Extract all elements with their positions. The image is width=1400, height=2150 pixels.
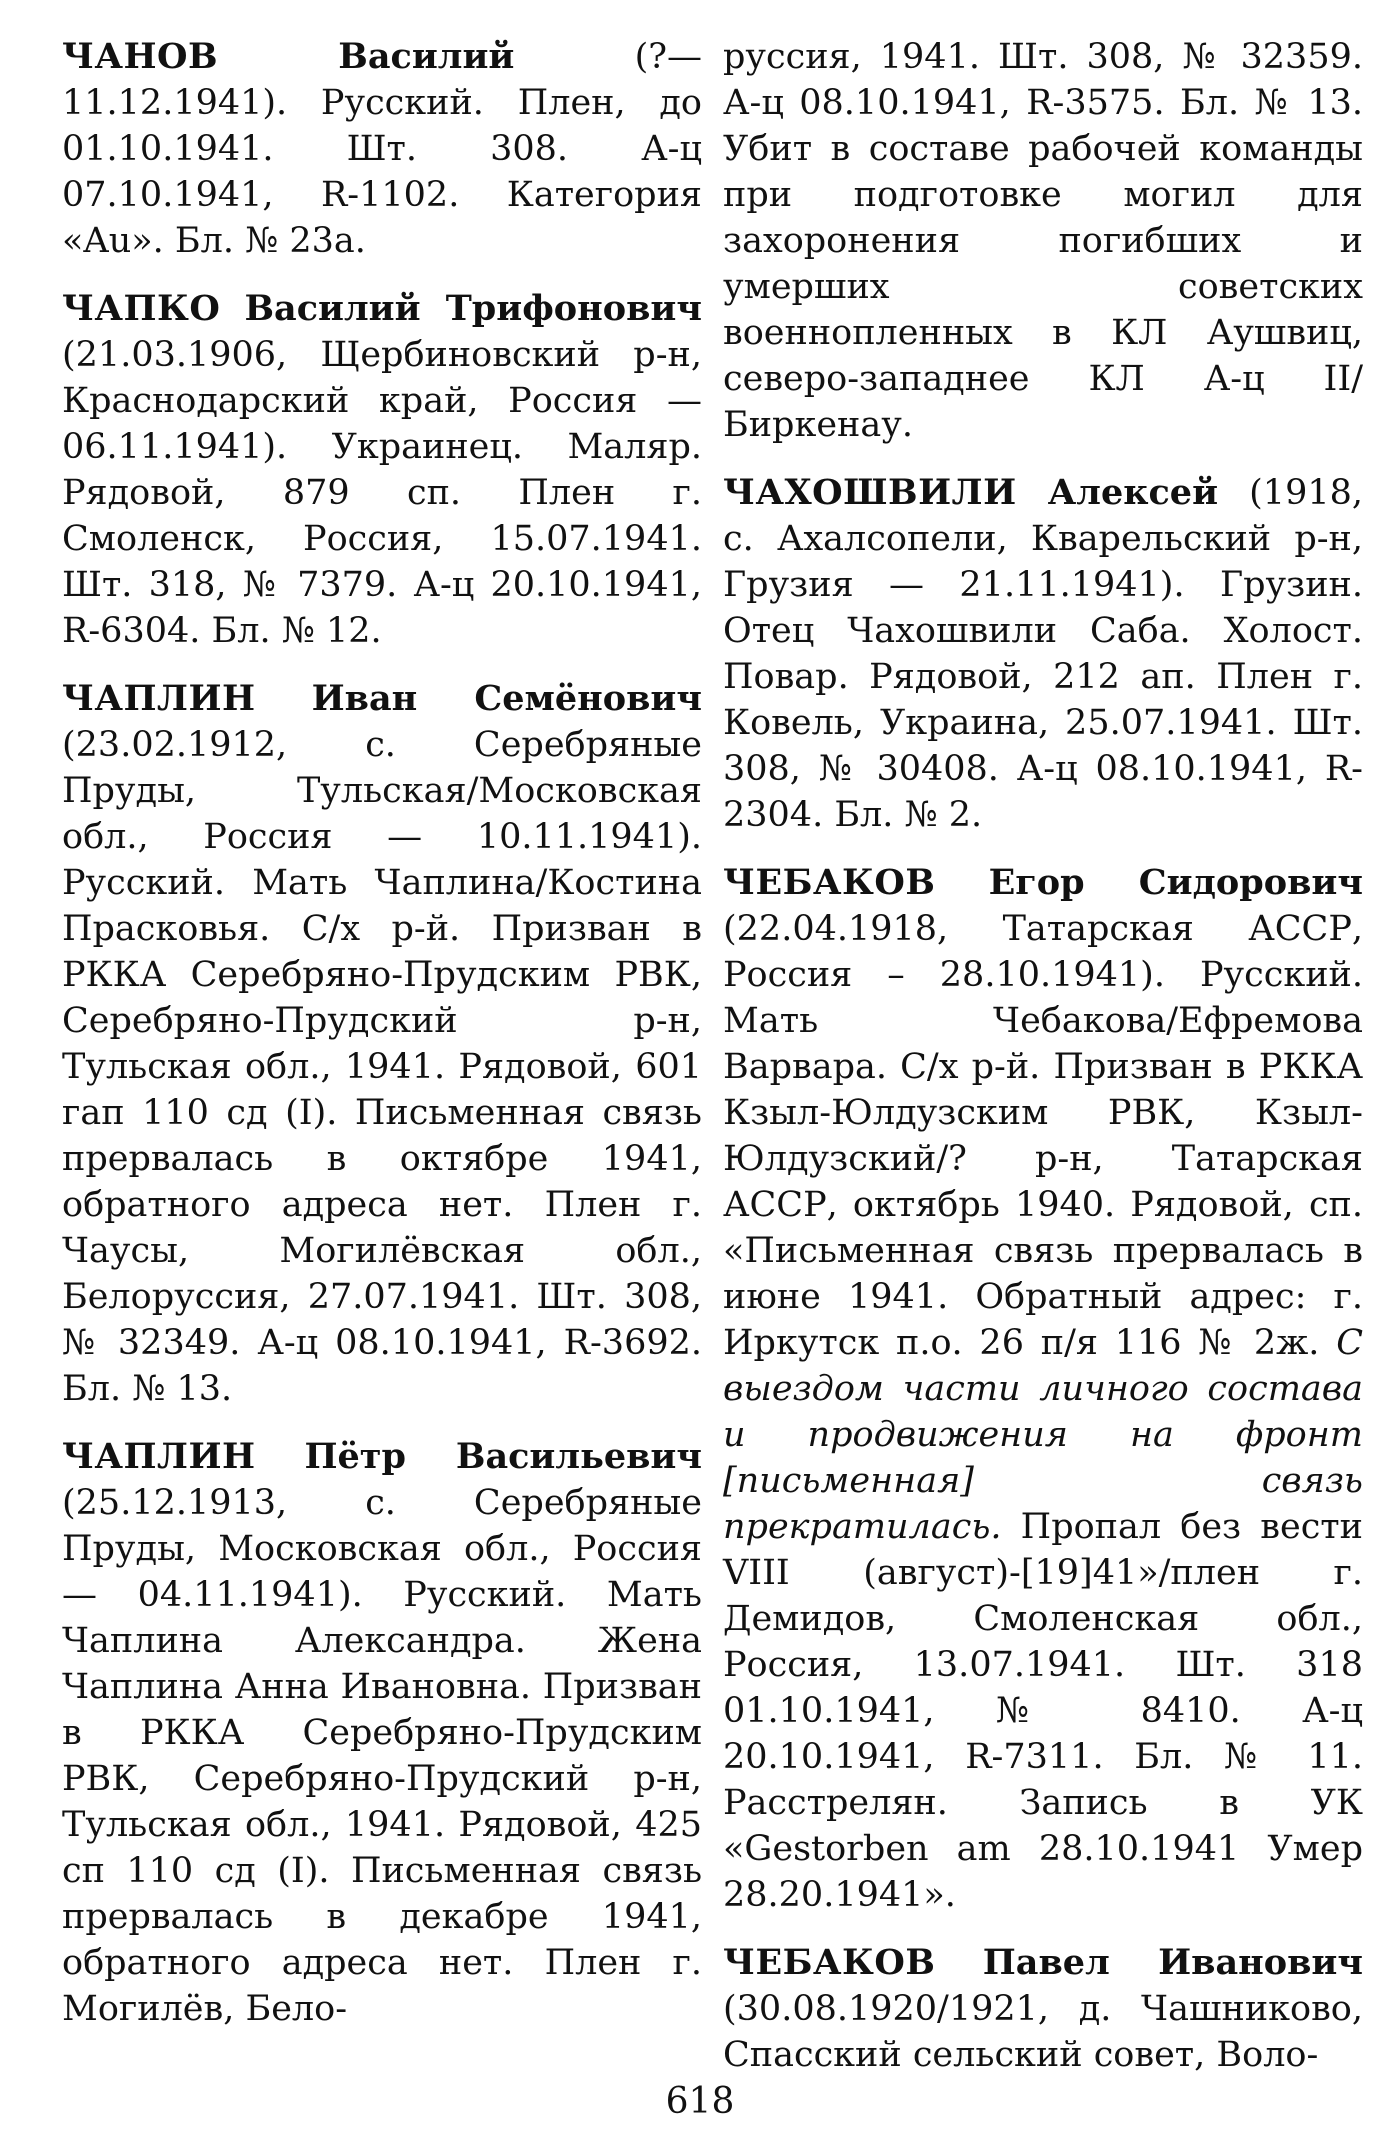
entry-chanov-vasily xyxy=(62,34,702,264)
entry-chebakov-egor xyxy=(723,860,1363,1918)
entry-chaplin-ivan xyxy=(62,676,702,1412)
left-column xyxy=(62,34,702,2054)
entry-given-name: Пётр Васильевич xyxy=(304,1436,702,1477)
entry-given-name: Егор Сидорович xyxy=(988,862,1363,903)
right-column xyxy=(723,34,1363,2100)
entry-given-name: Василий xyxy=(338,36,515,77)
entry-surname: ЧАПКО xyxy=(62,288,221,329)
entry-text: (23.02.1912, с. Серебряные Пруды, Тульская/Московская обл., Россия — 10.11.1941). Русский. Мать Чаплина/Костина Прасковья. С/х р-й. Призван в РККА Серебряно-Прудским РВК, Серебряно-Прудский р-н, Тульская обл., 1941. Рядовой, 601 гап 110 сд (I). Письменная связь прервалась в октябре 1941, обратного адреса нет. Плен г. Чаусы, Могилёвская обл., Белоруссия, 27.07.1941. Шт. 308, № 32349. А-ц 08.10.1941, R-3692. Бл. № 13. xyxy=(62,725,702,1409)
entry-surname: ЧАПЛИН xyxy=(62,678,256,719)
entry-chakhoshvili-aleksey xyxy=(723,470,1363,838)
entry-surname: ЧЕБАКОВ xyxy=(723,862,936,903)
entry-text: (?—11.12.1941). Русский. Плен, до 01.10.1941. Шт. 308. А-ц 07.10.1941, R-1102. Категория «Au». Бл. № 23а. xyxy=(62,37,702,261)
entry-continuation: руссия, 1941. Шт. 308, № 32359. А-ц 08.10.1941, R-3575. Бл. № 13. Убит в составе рабочей команды при подготовке могил для захоронения погибших и умерших советских военнопленных в КЛ Аушвиц, северо-западнее КЛ А-ц II/Биркенау. xyxy=(723,37,1363,445)
entry-chaplin-petr xyxy=(62,1434,702,2032)
entry-text: (22.04.1918, Татарская АССР, Россия – 28.10.1941). Русский. Мать Чебакова/Ефремова Варвара. С/х р-й. Призван в РККА Кзыл-Юлдузским РВК, Кзыл-Юлдузский/? р-н, Татарская АССР, октябрь 1940. Рядовой, сп. «Письменная связь прервалась в июне 1941. Обратный адрес: г. Иркутск п.о. 26 п/я 116 № 2ж. xyxy=(723,909,1363,1363)
entry-text: (21.03.1906, Щербиновский р-н, Краснодарский край, Россия — 06.11.1941). Украинец. Маляр. Рядовой, 879 сп. Плен г. Смоленск, Россия, 15.07.1941. Шт. 318, № 7379. А-ц 20.10.1941, R-6304. Бл. № 12. xyxy=(62,335,702,651)
entry-surname: ЧЕБАКОВ xyxy=(723,1942,936,1983)
entry-text-after: Пропал без вести VIII (август)-[19]41»/плен г. Демидов, Смоленская обл., Россия, 13.07.1941. Шт. 318 01.10.1941, № 8410. А-ц 20.10.1941, R-7311. Бл. № 11. Расстрелян. Запись в УК «Gestorben am 28.10.1941 Умер 28.20.1941». xyxy=(723,1507,1363,1915)
entry-text: (30.08.1920/1921, д. Чашниково, Спасский сельский совет, Воло- xyxy=(723,1989,1363,2075)
entry-given-name: Иван Семёнович xyxy=(311,678,702,719)
entry-surname: ЧАНОВ xyxy=(62,36,219,77)
page-number: 618 xyxy=(665,2081,735,2122)
entry-surname: ЧАХОШВИЛИ xyxy=(723,472,1017,513)
entry-chapko-vasily xyxy=(62,286,702,654)
entry-italic-quote: С выездом части личного состава и продвижения на фронт [письменная] связь прекратилась. xyxy=(723,1323,1363,1547)
entry-text: (25.12.1913, с. Серебряные Пруды, Московская обл., Россия — 04.11.1941). Русский. Мать Чаплина Александра. Жена Чаплина Анна Ивановна. Призван в РККА Серебряно-Прудским РВК, Серебряно-Прудский р-н, Тульская обл., 1941. Рядовой, 425 сп 110 сд (I). Письменная связь прервалась в декабре 1941, обратного адреса нет. Плен г. Могилёв, Бело- xyxy=(62,1483,702,2029)
entry-chebakov-pavel xyxy=(723,1940,1363,2078)
entry-given-name: Алексей xyxy=(1047,472,1219,513)
entry-given-name: Василий Трифонович xyxy=(244,288,702,329)
entry-text: (1918, с. Ахалсопели, Кварельский р-н, Грузия — 21.11.1941). Грузин. Отец Чахошвили Саба. Холост. Повар. Рядовой, 212 ап. Плен г. Ковель, Украина, 25.07.1941. Шт. 308, № 30408. А-ц 08.10.1941, R-2304. Бл. № 2. xyxy=(723,473,1363,835)
entry-surname: ЧАПЛИН xyxy=(62,1436,256,1477)
entry-given-name: Павел Иванович xyxy=(982,1942,1363,1983)
